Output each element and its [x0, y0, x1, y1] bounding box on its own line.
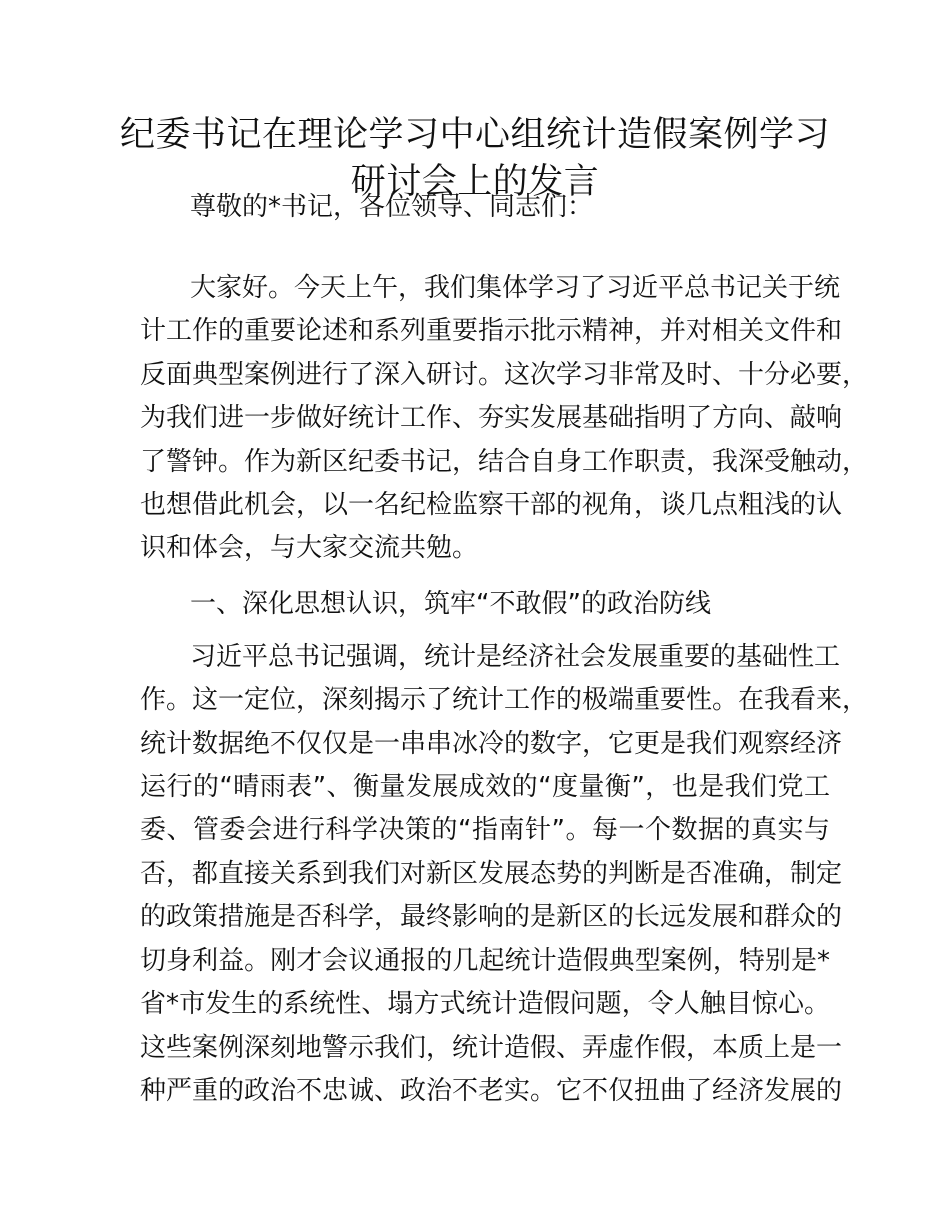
paragraph-line: 也想借此机会，以一名纪检监察干部的视角，谈几点粗浅的认: [140, 490, 843, 520]
paragraph-line: 的政策措施是否科学，最终影响的是新区的长远发展和群众的: [140, 902, 843, 932]
paragraph-line: 为我们进一步做好统计工作、夯实发展基础指明了方向、敲响: [140, 403, 843, 433]
document-title-line-1: 纪委书记在理论学习中心组统计造假案例学习: [119, 115, 830, 155]
paragraph-line: 习近平总书记强调，统计是经济社会发展重要的基础性工: [190, 642, 841, 672]
paragraph-line: 作。这一定位，深刻揭示了统计工作的极端重要性。在我看来，: [140, 685, 869, 715]
paragraph-line: 省*市发生的系统性、塌方式统计造假问题，令人触目惊心。: [140, 989, 830, 1019]
paragraph-line: 反面典型案例进行了深入研讨。这次学习非常及时、十分必要，: [140, 360, 869, 390]
paragraph-line: 种严重的政治不忠诚、政治不老实。它不仅扭曲了经济发展的: [140, 1076, 843, 1106]
paragraph-line: 这些案例深刻地警示我们，统计造假、弄虚作假，本质上是一: [140, 1033, 843, 1063]
salutation: 尊敬的*书记，各位领导、同志们：: [190, 192, 594, 222]
paragraph-line: 委、管委会进行科学决策的“指南针”。每一个数据的真实与: [140, 815, 830, 845]
section-heading: 一、深化思想认识，筑牢“不敢假”的政治防线: [190, 589, 711, 619]
paragraph-line: 切身利益。刚才会议通报的几起统计造假典型案例，特别是*: [140, 946, 830, 976]
paragraph-line: 了警钟。作为新区纪委书记，结合自身工作职责，我深受触动，: [140, 447, 869, 477]
paragraph-line: 运行的“晴雨表”、衡量发展成效的“度量衡”，也是我们党工: [140, 772, 830, 802]
paragraph-line: 大家好。今天上午，我们集体学习了习近平总书记关于统: [190, 273, 841, 303]
paragraph-line: 否，都直接关系到我们对新区发展态势的判断是否准确，制定: [140, 859, 843, 889]
paragraph-line: 计工作的重要论述和系列重要指示批示精神，并对相关文件和: [140, 316, 843, 346]
paragraph-line: 统计数据绝不仅仅是一串串冰冷的数字，它更是我们观察经济: [140, 729, 843, 759]
paragraph-line: 识和体会，与大家交流共勉。: [140, 533, 479, 563]
document-title-line-2: 研讨会上的发言: [350, 162, 600, 202]
